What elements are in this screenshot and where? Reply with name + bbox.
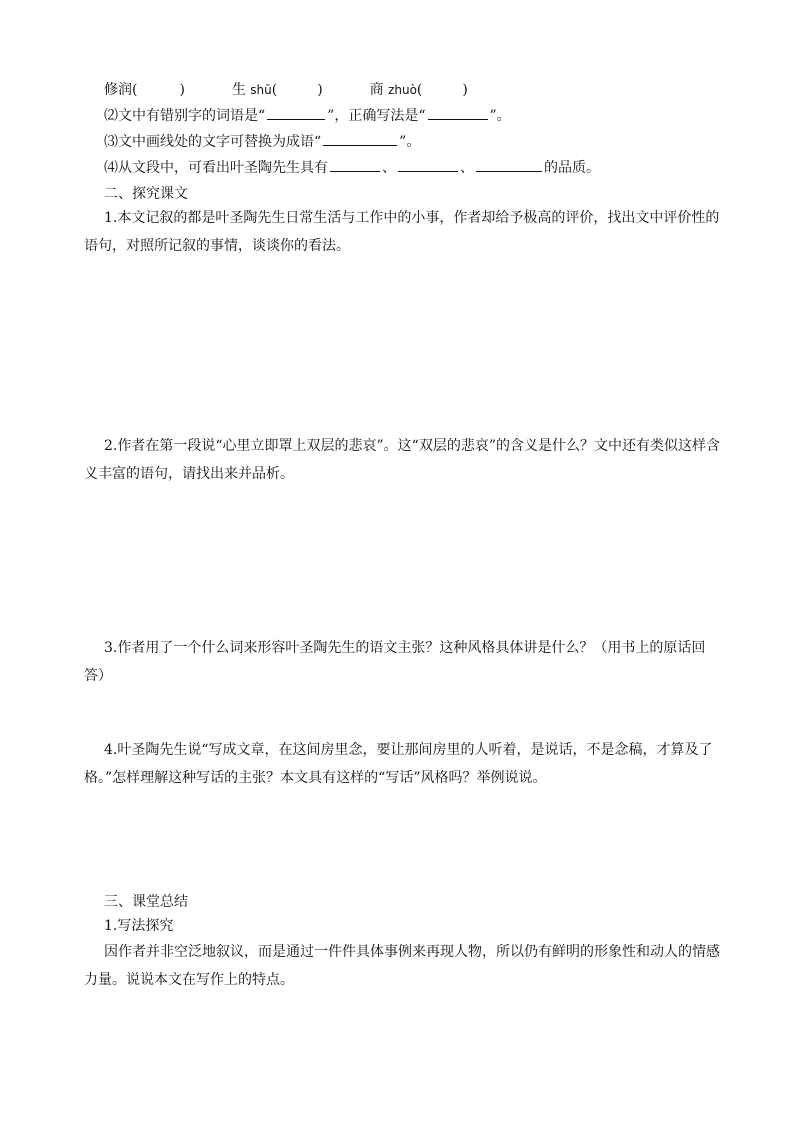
word-shang: 商: [369, 82, 389, 98]
word-sheng: 生: [231, 82, 251, 98]
section-3-heading: 三、课堂总结: [104, 894, 188, 910]
pinyin-zhuo: zhuò: [388, 83, 417, 97]
question-item-4: 4.叶圣陶先生说“写成文章，在这间房里念，要让那间房里的人听着，是说话，不是念稿，才算及了格。”怎样理解这种写话的主张？本文具有这样的“写话”风格吗？举例说说。: [84, 742, 713, 786]
section-3-sub-heading: 1.写法探究: [104, 918, 174, 934]
section-3-paragraph: 因作者并非空泛地叙议，而是通过一件件具体事例来再现人物，所以仍有鲜明的形象性和动人的情感力量。说说本文在写作上的特点。: [84, 944, 720, 988]
question-item-1: 1.本文记叙的都是叶圣陶先生日常生活与工作中的小事，作者却给予极高的评价，找出文中评价性的语句，对照所记叙的事情，谈谈你的看法。: [84, 210, 720, 254]
question-4-qualities: ⑷从文段中，可看出叶圣陶先生具有 、 、 的品质。: [104, 160, 600, 176]
word-xiurun: 修润(: [104, 82, 138, 98]
question-3-idiom: ⑶文中画线处的文字可替换为成语“ ”。: [104, 134, 421, 150]
question-2-typos: ⑵文中有错别字的词语是“ ”，正确写法是“ ”。: [104, 108, 511, 124]
answer-blank-quality-2[interactable]: [398, 158, 458, 172]
question-item-2: 2.作者在第一段说“心里立即罩上双层的悲哀”。这“双层的悲哀”的含义是什么？文中还有类似这样含义丰富的语句，请找出来并品析。: [84, 438, 720, 482]
question-item-3: 3.作者用了一个什么词来形容叶圣陶先生的语文主张？这种风格具体讲是什么？（用书上的原话回答）: [84, 640, 706, 684]
pinyin-shu: shū: [250, 83, 272, 97]
answer-blank-quality-3[interactable]: [476, 158, 542, 172]
answer-blank-wrong-word[interactable]: [267, 106, 325, 120]
pinyin-row: 修润( ) 生 shū( ) 商 zhuò( ): [104, 82, 468, 98]
section-2-heading: 二、探究课文: [104, 186, 188, 202]
answer-blank-idiom[interactable]: [323, 132, 397, 146]
answer-blank-correct-word[interactable]: [428, 106, 488, 120]
answer-blank-quality-1[interactable]: [330, 158, 380, 172]
